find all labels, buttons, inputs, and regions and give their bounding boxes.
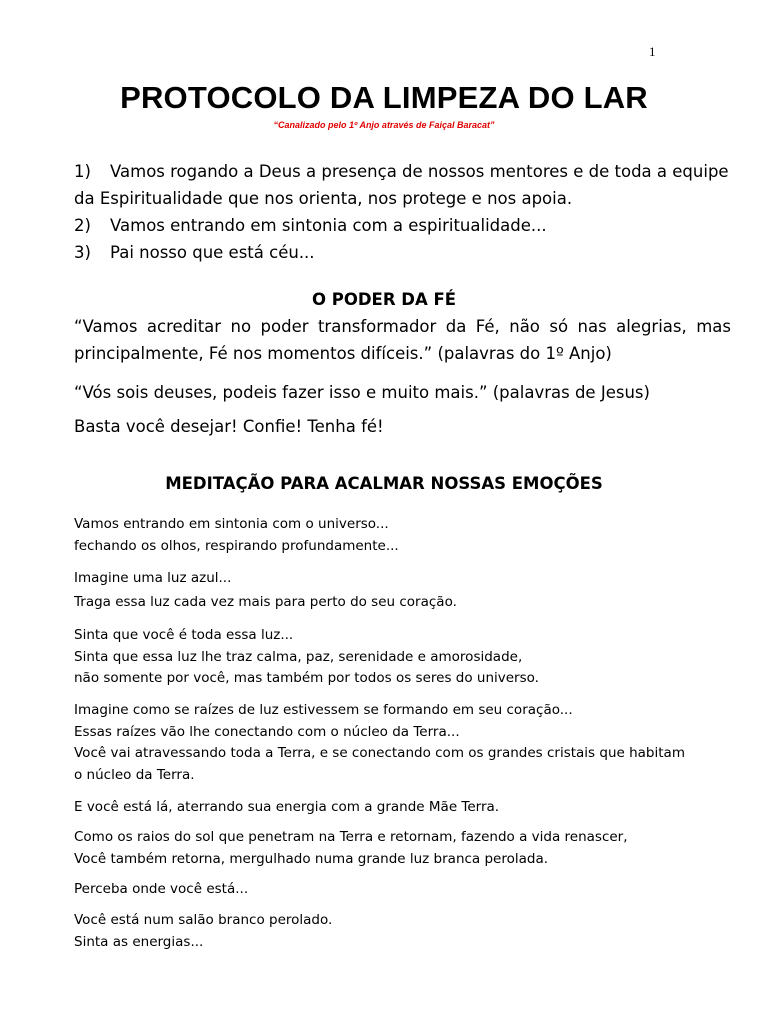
meditation-line: Imagine como se raízes de luz estivessem se formando em seu coração...: [74, 702, 573, 718]
meditation-line: fechando os olhos, respirando profundamente...: [74, 537, 399, 554]
list-item: [74, 158, 731, 185]
meditation-line: Perceba onde você está...: [74, 881, 249, 897]
meditation-line: Como os raios do sol que penetram na Terra e retornam, fazendo a vida renascer,: [74, 829, 628, 845]
list-item: [74, 212, 731, 239]
meditation-paragraph: [74, 625, 731, 690]
step-text: Pai nosso que está céu...: [110, 243, 315, 262]
list-item: [74, 239, 731, 266]
meditation-paragraph: [74, 879, 731, 901]
step-text: Vamos entrando em sintonia com a espiritualidade...: [110, 216, 547, 235]
poder-quote-1: [74, 313, 731, 367]
meditation-line: Você também retorna, mergulhado numa grande luz branca perolada.: [74, 850, 549, 867]
meditation-line: Sinta que essa luz lhe traz calma, paz, serenidade e amorosidade,: [74, 648, 523, 665]
meditation-line: Sinta as energias...: [74, 933, 204, 950]
step-text: Vamos rogando a Deus a presença de nossos mentores e de toda a equipe: [110, 162, 729, 181]
list-item: [74, 185, 731, 212]
step-number: 3): [74, 243, 91, 262]
meditation-paragraph: [74, 568, 731, 613]
meditation-line: Sinta que você é toda essa luz...: [74, 627, 294, 643]
meditation-paragraph: [74, 827, 731, 870]
meditation-paragraph: [74, 514, 731, 557]
meditation-line: Vamos entrando em sintonia com o universo...: [74, 516, 389, 532]
quote-line: principalmente, Fé nos momentos difíceis.” (palavras do 1º Anjo): [74, 344, 612, 363]
steps-list: [74, 158, 731, 266]
meditation-line: Você está num salão branco perolado.: [74, 912, 333, 928]
section-heading-poder: O PODER DA FÉ: [311, 290, 457, 309]
document-title: PROTOCOLO DA LIMPEZA DO LAR: [120, 80, 648, 115]
page-number: 1: [649, 44, 656, 59]
meditation-line: Imagine uma luz azul...: [74, 570, 232, 586]
meditation-line: E você está lá, aterrando sua energia com a grande Mãe Terra.: [74, 799, 500, 815]
step-text: da Espiritualidade que nos orienta, nos protege e nos apoia.: [74, 189, 573, 208]
meditation-line: Essas raízes vão lhe conectando com o núcleo da Terra...: [74, 723, 460, 740]
meditation-line: Traga essa luz cada vez mais para perto do seu coração.: [74, 593, 457, 610]
section-heading-meditacao: MEDITAÇÃO PARA ACALMAR NOSSAS EMOÇÕES: [165, 474, 603, 493]
meditation-paragraph: [74, 700, 731, 786]
meditation-paragraph: [74, 910, 731, 953]
step-number: 1): [74, 162, 91, 181]
meditation-line: não somente por você, mas também por todos os seres do universo.: [74, 670, 539, 686]
meditation-paragraph: [74, 797, 731, 819]
meditation-line: Você vai atravessando toda a Terra, e se conectando com os grandes cristais que habitam: [74, 745, 685, 761]
step-number: 2): [74, 216, 91, 235]
meditation-line: o núcleo da Terra.: [74, 766, 195, 783]
poder-quote-2: “Vós sois deuses, podeis fazer isso e muito mais.” (palavras de Jesus): [74, 383, 650, 402]
quote-line: “Vamos acreditar no poder transformador da Fé, não só nas alegrias, mas: [74, 317, 731, 336]
poder-closing: Basta você desejar! Confie! Tenha fé!: [74, 417, 384, 436]
document-subtitle: “Canalizado pelo 1º Anjo através de Faiçal Baracat”: [273, 120, 495, 130]
